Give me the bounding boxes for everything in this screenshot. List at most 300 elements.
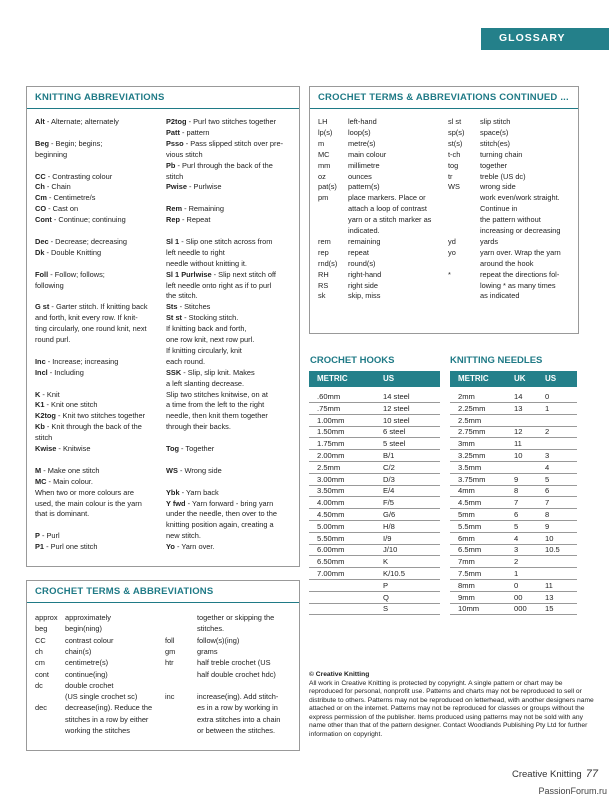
crochet-term-abbr: t-ch xyxy=(448,149,461,159)
crochet-term-meaning: half treble crochet (US xyxy=(197,658,271,668)
knitting-abbr-line xyxy=(35,466,100,477)
crochet-term-meaning: working the stitches xyxy=(65,726,130,735)
crochet-terms-header: CROCHET TERMS & ABBREVIATIONS xyxy=(27,581,299,603)
term: G st xyxy=(35,302,50,312)
knitting-abbr-line xyxy=(35,139,102,150)
hooks-cell: 4.50mm xyxy=(317,510,345,519)
knitting-abbr-line xyxy=(166,520,274,531)
needles-cell: 6mm xyxy=(458,533,475,543)
needles-cell: 1 xyxy=(545,403,550,413)
definition: - pattern xyxy=(179,127,210,137)
needles-cell: 7 xyxy=(514,498,519,508)
hooks-cell: .75mm xyxy=(317,403,341,413)
hooks-cell: H/8 xyxy=(383,521,395,531)
crochet-term-abbr: ch xyxy=(35,646,43,656)
knitting-abbr-line xyxy=(166,400,264,411)
page-footer xyxy=(512,768,598,780)
knitting-abbr-line xyxy=(166,204,224,215)
needles-cell: 6 xyxy=(514,510,519,519)
needles-row xyxy=(450,592,577,604)
crochet-term-meaning: loop(s) xyxy=(348,127,371,137)
definition: - Chain xyxy=(44,182,71,192)
hooks-cell: 6.00mm xyxy=(317,545,345,555)
crochet-term-meaning: repeat xyxy=(348,247,369,257)
crochet-term-meaning: repeat the directions fol- xyxy=(480,269,560,279)
crochet-term-meaning: yarn over. Wrap the yarn xyxy=(480,247,561,257)
definition: through their backs. xyxy=(166,422,231,432)
glossary-tab: GLOSSARY xyxy=(481,28,609,50)
hooks-cell: 3.00mm xyxy=(317,474,345,484)
definition: - Knit through the back of the xyxy=(44,422,142,432)
needles-row xyxy=(450,438,577,450)
knitting-abbr-line xyxy=(166,390,268,401)
crochet-term-meaning: wrong side xyxy=(480,182,516,192)
hooks-row xyxy=(309,474,440,486)
definition: - Knit xyxy=(40,389,60,399)
crochet-term-abbr: sk xyxy=(318,291,326,301)
knitting-abbr-line xyxy=(35,182,71,193)
crochet-term-meaning: or between the stitches. xyxy=(197,726,276,735)
knitting-abbr-line xyxy=(166,509,277,520)
knitting-abbr-line xyxy=(35,281,64,292)
needles-cell: 0 xyxy=(514,580,519,590)
needles-row xyxy=(450,533,577,545)
crochet-term-abbr: tr xyxy=(448,171,453,181)
crochet-term-meaning: (US single crochet sc) xyxy=(65,692,138,702)
knitting-abbr-line xyxy=(35,172,112,183)
term: WS xyxy=(166,465,178,475)
term: P xyxy=(35,531,40,541)
term: K xyxy=(35,389,41,399)
definition: one row knit, next row purl. xyxy=(166,335,255,344)
knitting-abbr-line xyxy=(166,139,283,150)
term: Dk xyxy=(35,247,45,257)
knitting-abbr-line xyxy=(35,248,101,259)
knitting-abbr-line xyxy=(35,335,70,346)
hooks-cell: 12 steel xyxy=(383,403,410,413)
term: SSK xyxy=(166,367,182,377)
knitting-abbr-line xyxy=(166,172,183,183)
needles-cell: 00 xyxy=(514,592,523,602)
crochet-term-meaning: lowing * as many times xyxy=(480,280,556,290)
hooks-row xyxy=(309,568,440,580)
crochet-term-meaning: right-hand xyxy=(348,269,382,279)
needles-cell: 1 xyxy=(514,569,519,578)
hooks-cell: 6 steel xyxy=(383,427,406,437)
needles-cell: 4mm xyxy=(458,486,475,496)
definition: - Follow; follows; xyxy=(48,269,105,279)
needles-row xyxy=(450,415,577,427)
knitting-abbr-line xyxy=(166,324,247,335)
hooks-cell: G/6 xyxy=(383,510,396,519)
knitting-abbr-line xyxy=(166,259,247,270)
crochet-term-meaning: indicated. xyxy=(348,226,380,235)
needles-cell: 4.5mm xyxy=(458,498,482,508)
hooks-cell: 5.50mm xyxy=(317,533,345,543)
hooks-cell: 2.5mm xyxy=(317,462,341,472)
hooks-row xyxy=(309,544,440,556)
crochet-term-meaning: together xyxy=(480,160,508,170)
knitting-abbr-line xyxy=(166,542,214,553)
knitting-abbr-line xyxy=(35,368,84,379)
needles-cell: 10 xyxy=(514,451,523,460)
crochet-term-abbr: dc xyxy=(35,680,43,690)
needles-cell: 3.75mm xyxy=(458,474,486,484)
knitting-abbr-line xyxy=(166,444,214,455)
knitting-abbr-line xyxy=(35,509,89,520)
needles-row xyxy=(450,603,577,615)
needles-cell: 0 xyxy=(545,392,550,401)
crochet-term-meaning: decrease(ing). Reduce the xyxy=(65,703,153,713)
knitting-abbr-line xyxy=(35,390,60,401)
needles-cell: 3mm xyxy=(458,439,475,449)
crochet-term-meaning: work even/work straight. xyxy=(480,193,560,203)
definition: - Purl through the back of the xyxy=(175,160,273,170)
needles-row xyxy=(450,450,577,462)
crochet-term-abbr: rnd(s) xyxy=(318,258,338,268)
needles-cell: 11 xyxy=(545,580,553,590)
crochet-term-meaning: skip, miss xyxy=(348,291,381,301)
needles-cell: 8 xyxy=(545,510,550,519)
hooks-row xyxy=(309,485,440,497)
crochet-term-meaning: yards xyxy=(480,236,499,246)
hooks-cell: 6.50mm xyxy=(317,557,345,567)
hooks-row xyxy=(309,603,440,615)
needles-cell: 8mm xyxy=(458,580,475,590)
needles-cell: 9 xyxy=(514,474,519,484)
term: Cm xyxy=(35,193,47,203)
definition: needle, then knit them together xyxy=(166,411,268,421)
knitting-abbr-line xyxy=(166,117,276,128)
crochet-term-abbr: yo xyxy=(448,247,456,257)
knitting-abbr-line xyxy=(35,422,142,433)
needles-row xyxy=(450,462,577,474)
knitting-abbr-line xyxy=(166,248,225,259)
crochet-term-abbr: dec xyxy=(35,703,47,713)
definition: - Begin; begins; xyxy=(48,138,103,148)
crochet-term-meaning: approximately xyxy=(65,613,112,622)
crochet-term-abbr: gm xyxy=(165,646,176,656)
needles-col-header: METRIC xyxy=(458,374,489,383)
hooks-row xyxy=(309,391,440,403)
definition: - Stocking stitch. xyxy=(182,313,239,323)
term: Beg xyxy=(35,138,49,148)
crochet-terms-box xyxy=(26,580,300,751)
crochet-term-abbr: CC xyxy=(35,635,46,645)
term: Yo xyxy=(166,542,175,552)
knitting-abbr-line xyxy=(35,193,95,204)
term: Sl 1 xyxy=(166,236,180,246)
term: Tog xyxy=(166,444,179,453)
crochet-term-abbr: lp(s) xyxy=(318,127,333,137)
needles-cell: 2 xyxy=(545,427,550,437)
needles-cell: 10mm xyxy=(458,604,480,614)
crochet-term-abbr: MC xyxy=(318,149,330,159)
definition: - Continue; continuing xyxy=(51,215,126,225)
definition: a time from the left to the right xyxy=(166,400,265,410)
definition: vious stitch xyxy=(166,149,203,159)
definition: - Knit two stitches together xyxy=(55,411,146,421)
crochet-term-meaning: attach a loop of contrast xyxy=(348,204,427,214)
definition: following xyxy=(35,280,64,290)
needles-row xyxy=(450,391,577,403)
knitting-abbr-line xyxy=(35,150,67,161)
hooks-row xyxy=(309,438,440,450)
needles-cell: 13 xyxy=(545,592,554,602)
crochet-term-meaning: begin(ning) xyxy=(65,624,102,634)
needles-cell: 4 xyxy=(545,462,550,472)
needles-row xyxy=(450,544,577,556)
hooks-cell: 4.00mm xyxy=(317,498,345,508)
crochet-term-meaning: increase(ing). Add stitch- xyxy=(197,692,279,702)
crochet-term-abbr: inc xyxy=(165,692,175,702)
term: Y fwd xyxy=(166,498,186,508)
definition: - Repeat xyxy=(179,215,211,225)
hooks-cell: D/3 xyxy=(383,474,395,484)
knitting-abbr-line xyxy=(35,215,126,226)
hooks-cell: S xyxy=(383,604,389,614)
knitting-abbr-line xyxy=(166,237,272,248)
watermark: PassionForum.ru xyxy=(538,786,607,796)
term: Pb xyxy=(166,160,176,170)
term: Ch xyxy=(35,182,45,192)
definition: - Increase; increasing xyxy=(45,356,119,366)
definition: - Garter stitch. If knitting back xyxy=(49,302,148,312)
needles-header-row xyxy=(450,371,577,387)
definition: left needle onto right as if to purl xyxy=(166,280,272,290)
term: CO xyxy=(35,204,47,214)
needles-cell: 2.25mm xyxy=(458,403,486,413)
knitting-abbr-line xyxy=(166,335,254,346)
crochet-term-meaning: as indicated xyxy=(480,291,520,301)
copyright-notice xyxy=(309,671,597,739)
needles-cell: 15 xyxy=(545,604,554,614)
needles-cell: 5 xyxy=(545,474,550,484)
definition: - Yarn over. xyxy=(174,542,215,552)
crochet-term-meaning: treble (US dc) xyxy=(480,171,526,181)
knitting-abbr-line xyxy=(166,161,273,172)
knitting-abbr-line xyxy=(166,357,205,368)
definition: - Double Knitting xyxy=(44,247,102,257)
knitting-abbr-line xyxy=(166,346,242,357)
knitting-abbr-line xyxy=(166,499,273,510)
needles-cell: 2mm xyxy=(458,392,475,401)
hooks-cell: K xyxy=(383,557,389,567)
crochet-term-meaning: millimetre xyxy=(348,160,380,170)
crochet-term-abbr: pm xyxy=(318,193,329,203)
needles-cell: 9 xyxy=(545,521,550,531)
knitting-abbreviations-box xyxy=(26,86,300,567)
knitting-abbr-line xyxy=(166,466,222,477)
definition: under the needle, then over to the xyxy=(166,509,277,519)
hooks-cell: 7.00mm xyxy=(317,569,345,578)
definition: - Slip one stitch across from xyxy=(179,236,273,246)
knitting-abbr-line xyxy=(166,270,276,281)
needles-row xyxy=(450,568,577,580)
needles-row xyxy=(450,521,577,533)
crochet-term-meaning: left-hand xyxy=(348,117,377,126)
knitting-abbr-line xyxy=(35,302,148,313)
term: P1 xyxy=(35,542,45,552)
knitting-abbr-line xyxy=(35,357,118,368)
needles-cell: 3 xyxy=(545,451,550,460)
knitting-abbr-line xyxy=(35,488,134,499)
definition: - Centimetre/s xyxy=(46,193,96,203)
crochet-term-meaning: extra stitches into a chain xyxy=(197,714,281,724)
knitting-abbr-line xyxy=(35,444,90,455)
hooks-row xyxy=(309,592,440,604)
knitting-abbr-line xyxy=(35,270,105,281)
needles-row xyxy=(450,403,577,415)
knitting-abbr-line xyxy=(35,499,142,510)
crochet-continued-header: CROCHET TERMS & ABBREVIATIONS CONTINUED ... xyxy=(310,87,578,109)
term: Psso xyxy=(166,138,184,148)
needles-cell: 3.25mm xyxy=(458,451,486,460)
definition: a left slanting decrease. xyxy=(166,378,245,388)
definition: knitting position again, creating a xyxy=(166,520,274,530)
knitting-abbr-line xyxy=(166,411,268,422)
knitting-abbr-line xyxy=(35,531,60,542)
needles-cell: 3.5mm xyxy=(458,462,482,472)
needles-cell: 10.5 xyxy=(545,545,560,555)
knitting-abbr-line xyxy=(166,182,221,193)
crochet-term-abbr: cm xyxy=(35,658,45,668)
term: Inc xyxy=(35,356,46,366)
crochet-term-abbr: * xyxy=(448,269,451,279)
knitting-abbr-line xyxy=(35,313,138,324)
term: Dec xyxy=(35,236,49,246)
hooks-cell: I/9 xyxy=(383,533,392,543)
hooks-row xyxy=(309,403,440,415)
crochet-term-meaning: chain(s) xyxy=(65,646,92,656)
hooks-cell: 5.00mm xyxy=(317,521,345,531)
crochet-term-meaning: metre(s) xyxy=(348,138,376,148)
term: Kb xyxy=(35,422,45,432)
crochet-term-meaning: grams xyxy=(197,646,218,656)
hooks-cell: J/10 xyxy=(383,545,398,555)
definition: - Purl xyxy=(39,531,60,541)
hooks-cell: .60mm xyxy=(317,392,341,401)
knitting-abbr-line xyxy=(35,433,52,444)
crochet-term-meaning: increasing or decreasing xyxy=(480,226,561,235)
knitting-abbr-line xyxy=(166,215,210,226)
term: MC xyxy=(35,476,47,486)
definition: - Contrasting colour xyxy=(45,171,113,181)
definition: used, the main colour is the yarn xyxy=(35,498,142,508)
definition: - Alternate; alternately xyxy=(44,117,119,126)
crochet-term-meaning: double crochet xyxy=(65,680,114,690)
crochet-term-meaning: es in a row by working in xyxy=(197,703,278,713)
crochet-term-meaning: remaining xyxy=(348,236,381,246)
definition: - Make one stitch xyxy=(41,465,100,475)
needles-row xyxy=(450,497,577,509)
hooks-cell: E/4 xyxy=(383,486,395,496)
needles-row xyxy=(450,485,577,497)
hooks-cell: C/2 xyxy=(383,462,395,472)
definition: that is dominant. xyxy=(35,509,90,519)
hooks-cell: 1.50mm xyxy=(317,427,345,437)
crochet-term-abbr: st(s) xyxy=(448,138,463,148)
crochet-term-abbr: beg xyxy=(35,624,48,634)
knitting-abbr-line xyxy=(166,531,201,542)
crochet-term-abbr: yd xyxy=(448,236,456,246)
term: Ybk xyxy=(166,487,180,497)
needles-cell: 7mm xyxy=(458,557,475,567)
hooks-cell: 3.50mm xyxy=(317,486,345,496)
hooks-cell: 1.75mm xyxy=(317,439,345,449)
crochet-term-meaning: half double crochet hdc) xyxy=(197,669,276,679)
definition: left needle to right xyxy=(166,247,225,257)
crochet-term-meaning: follow(s)(ing) xyxy=(197,635,240,645)
needles-cell: 000 xyxy=(514,604,527,614)
crochet-term-meaning: slip stitch xyxy=(480,117,511,126)
crochet-term-abbr: pat(s) xyxy=(318,182,337,192)
definition: round purl. xyxy=(35,335,71,344)
definition: If knitting back and forth, xyxy=(166,324,247,334)
needles-cell: 2 xyxy=(514,557,519,567)
needles-cell: 14 xyxy=(514,392,523,401)
hooks-row xyxy=(309,509,440,521)
term: M xyxy=(35,465,42,475)
definition: - Yarn back xyxy=(179,487,219,497)
definition: needle without knitting it. xyxy=(166,258,247,268)
needles-cell: 9mm xyxy=(458,592,475,602)
needles-cell: 13 xyxy=(514,403,523,413)
crochet-term-meaning: ounces xyxy=(348,171,372,181)
hooks-cell: 5 steel xyxy=(383,439,406,449)
knitting-abbr-line xyxy=(35,204,78,215)
crochet-term-meaning: stitches in a row by either xyxy=(65,714,149,724)
knitting-abbr-line xyxy=(166,128,210,139)
hooks-header-row xyxy=(309,371,440,387)
hooks-row xyxy=(309,450,440,462)
needles-cell: 5.5mm xyxy=(458,521,482,531)
crochet-term-abbr: tog xyxy=(448,160,459,170)
hooks-row xyxy=(309,556,440,568)
crochet-term-abbr: cont xyxy=(35,669,49,679)
definition: - Decrease; decreasing xyxy=(48,236,128,246)
hooks-row xyxy=(309,426,440,438)
definition: stitch xyxy=(166,171,184,181)
definition: - Knitwise xyxy=(56,444,91,453)
crochet-term-meaning: around the hook xyxy=(480,258,534,268)
definition: each round. xyxy=(166,356,206,366)
hooks-row xyxy=(309,497,440,509)
hooks-row xyxy=(309,462,440,474)
definition: - Purlwise xyxy=(186,182,222,192)
crochet-term-meaning: space(s) xyxy=(480,127,509,137)
crochet-term-meaning: stitches. xyxy=(197,624,225,634)
crochet-term-abbr: rem xyxy=(318,236,331,246)
crochet-term-meaning: yarn or a stitch marker as xyxy=(348,215,432,225)
definition: the stitch. xyxy=(166,291,198,301)
knitting-abbr-line xyxy=(35,400,97,411)
hooks-col-header: US xyxy=(383,374,395,383)
definition: - Slip next stitch off xyxy=(211,269,276,279)
definition: - Cast on xyxy=(46,204,79,214)
term: Rep xyxy=(166,215,180,225)
definition: - Slip, slip knit. Makes xyxy=(181,367,255,377)
needles-col-header: US xyxy=(545,374,557,383)
magazine-name: Creative Knitting xyxy=(512,769,582,780)
knitting-abbr-line xyxy=(35,237,127,248)
hooks-cell: 10 steel xyxy=(383,415,410,425)
knitting-abbr-line xyxy=(35,411,145,422)
term: Sl 1 Purlwise xyxy=(166,269,212,279)
term: P2tog xyxy=(166,117,187,126)
knitting-needles-title: KNITTING NEEDLES xyxy=(450,355,543,366)
needles-cell: 7 xyxy=(545,498,550,508)
